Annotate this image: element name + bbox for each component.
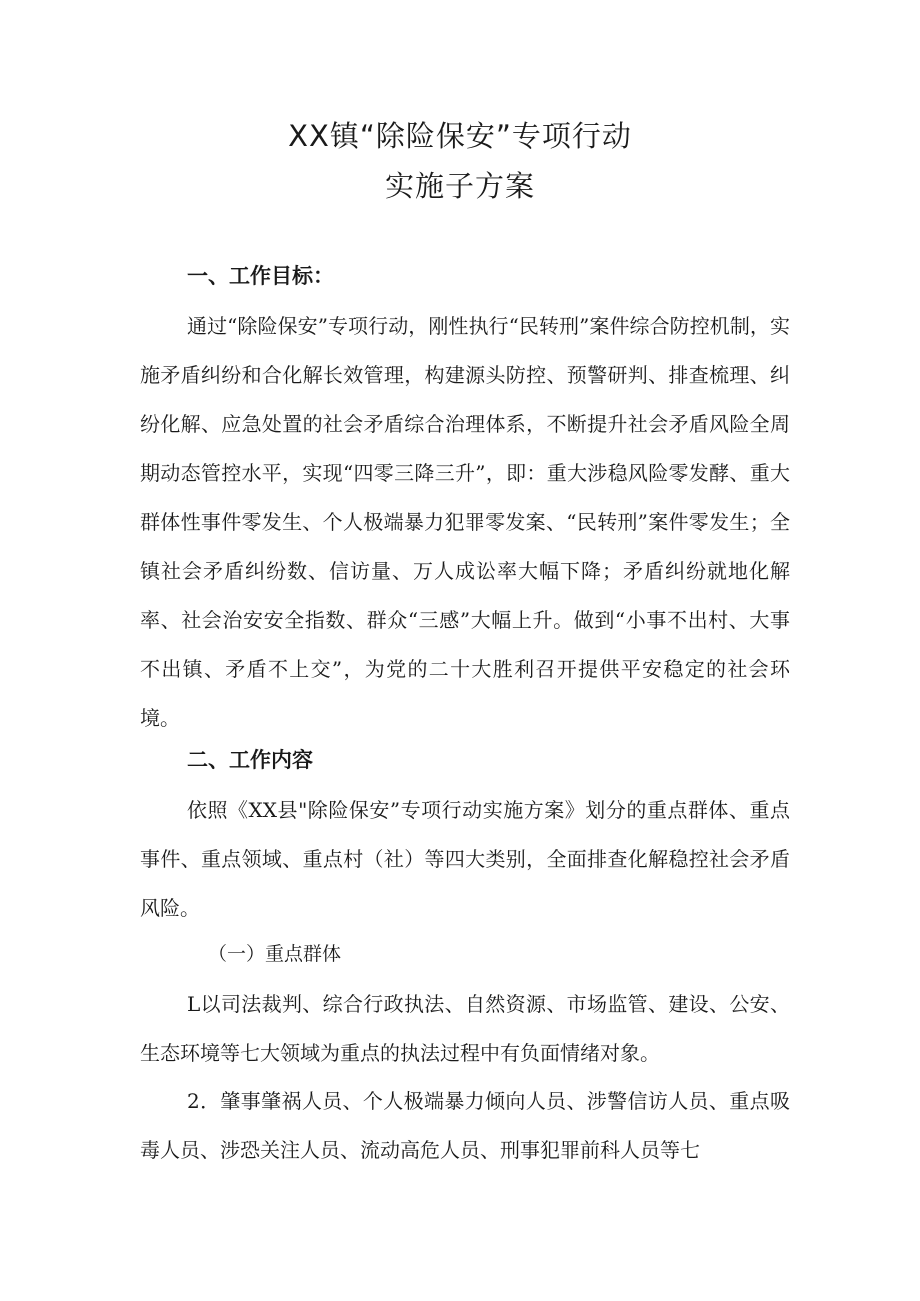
section-1-heading: 一、工作目标：	[187, 264, 334, 288]
section-2-heading: 二、工作内容	[187, 748, 313, 772]
subsection-1-item-2: 2．肇事肇祸人员、个人极端暴力倾向人员、涉警信访人员、重点吸毒人员、涉恐关注人员、流动高危人员、刑事犯罪前科人员等七	[140, 1089, 790, 1162]
document-title-line-2: 实施子方案	[384, 169, 535, 203]
section-1-paragraph: 通过“除险保安”专项行动，刚性执行“民转刑”案件综合防控机制，实施矛盾纠纷和合化解长效管理，构建源头防控、预警研判、排查梳理、纠纷化解、应急处置的社会矛盾综合治理体系，不断提升社会矛盾风险全周期动态管控水平，实现“四零三降三升”，即：重大涉稳风险零发酵、重大群体性事件零发生、个人极端暴力犯罪零发案、“民转刑”案件零发生；全镇社会矛盾纠纷数、信访量、万人成讼率大幅下降；矛盾纠纷就地化解率、社会治安安全指数、群众“三感”大幅上升。做到“小事不出村、大事不出镇、矛盾不上交”，为党的二十大胜利召开提供平安稳定的社会环境。	[140, 314, 790, 730]
section-2-paragraph: 依照《XX县"除险保安”专项行动实施方案》划分的重点群体、重点事件、重点领域、重点村（社）等四大类别，全面排查化解稳控社会矛盾风险。	[140, 798, 790, 920]
document-title-line-1: XX镇“除险保安”专项行动	[288, 119, 632, 153]
subsection-1-heading: （一）重点群体	[208, 943, 342, 965]
subsection-1-item-1: L以司法裁判、综合行政执法、自然资源、市场监管、建设、公安、生态环境等七大领域为重点的执法过程中有负面情绪对象。	[140, 992, 790, 1065]
